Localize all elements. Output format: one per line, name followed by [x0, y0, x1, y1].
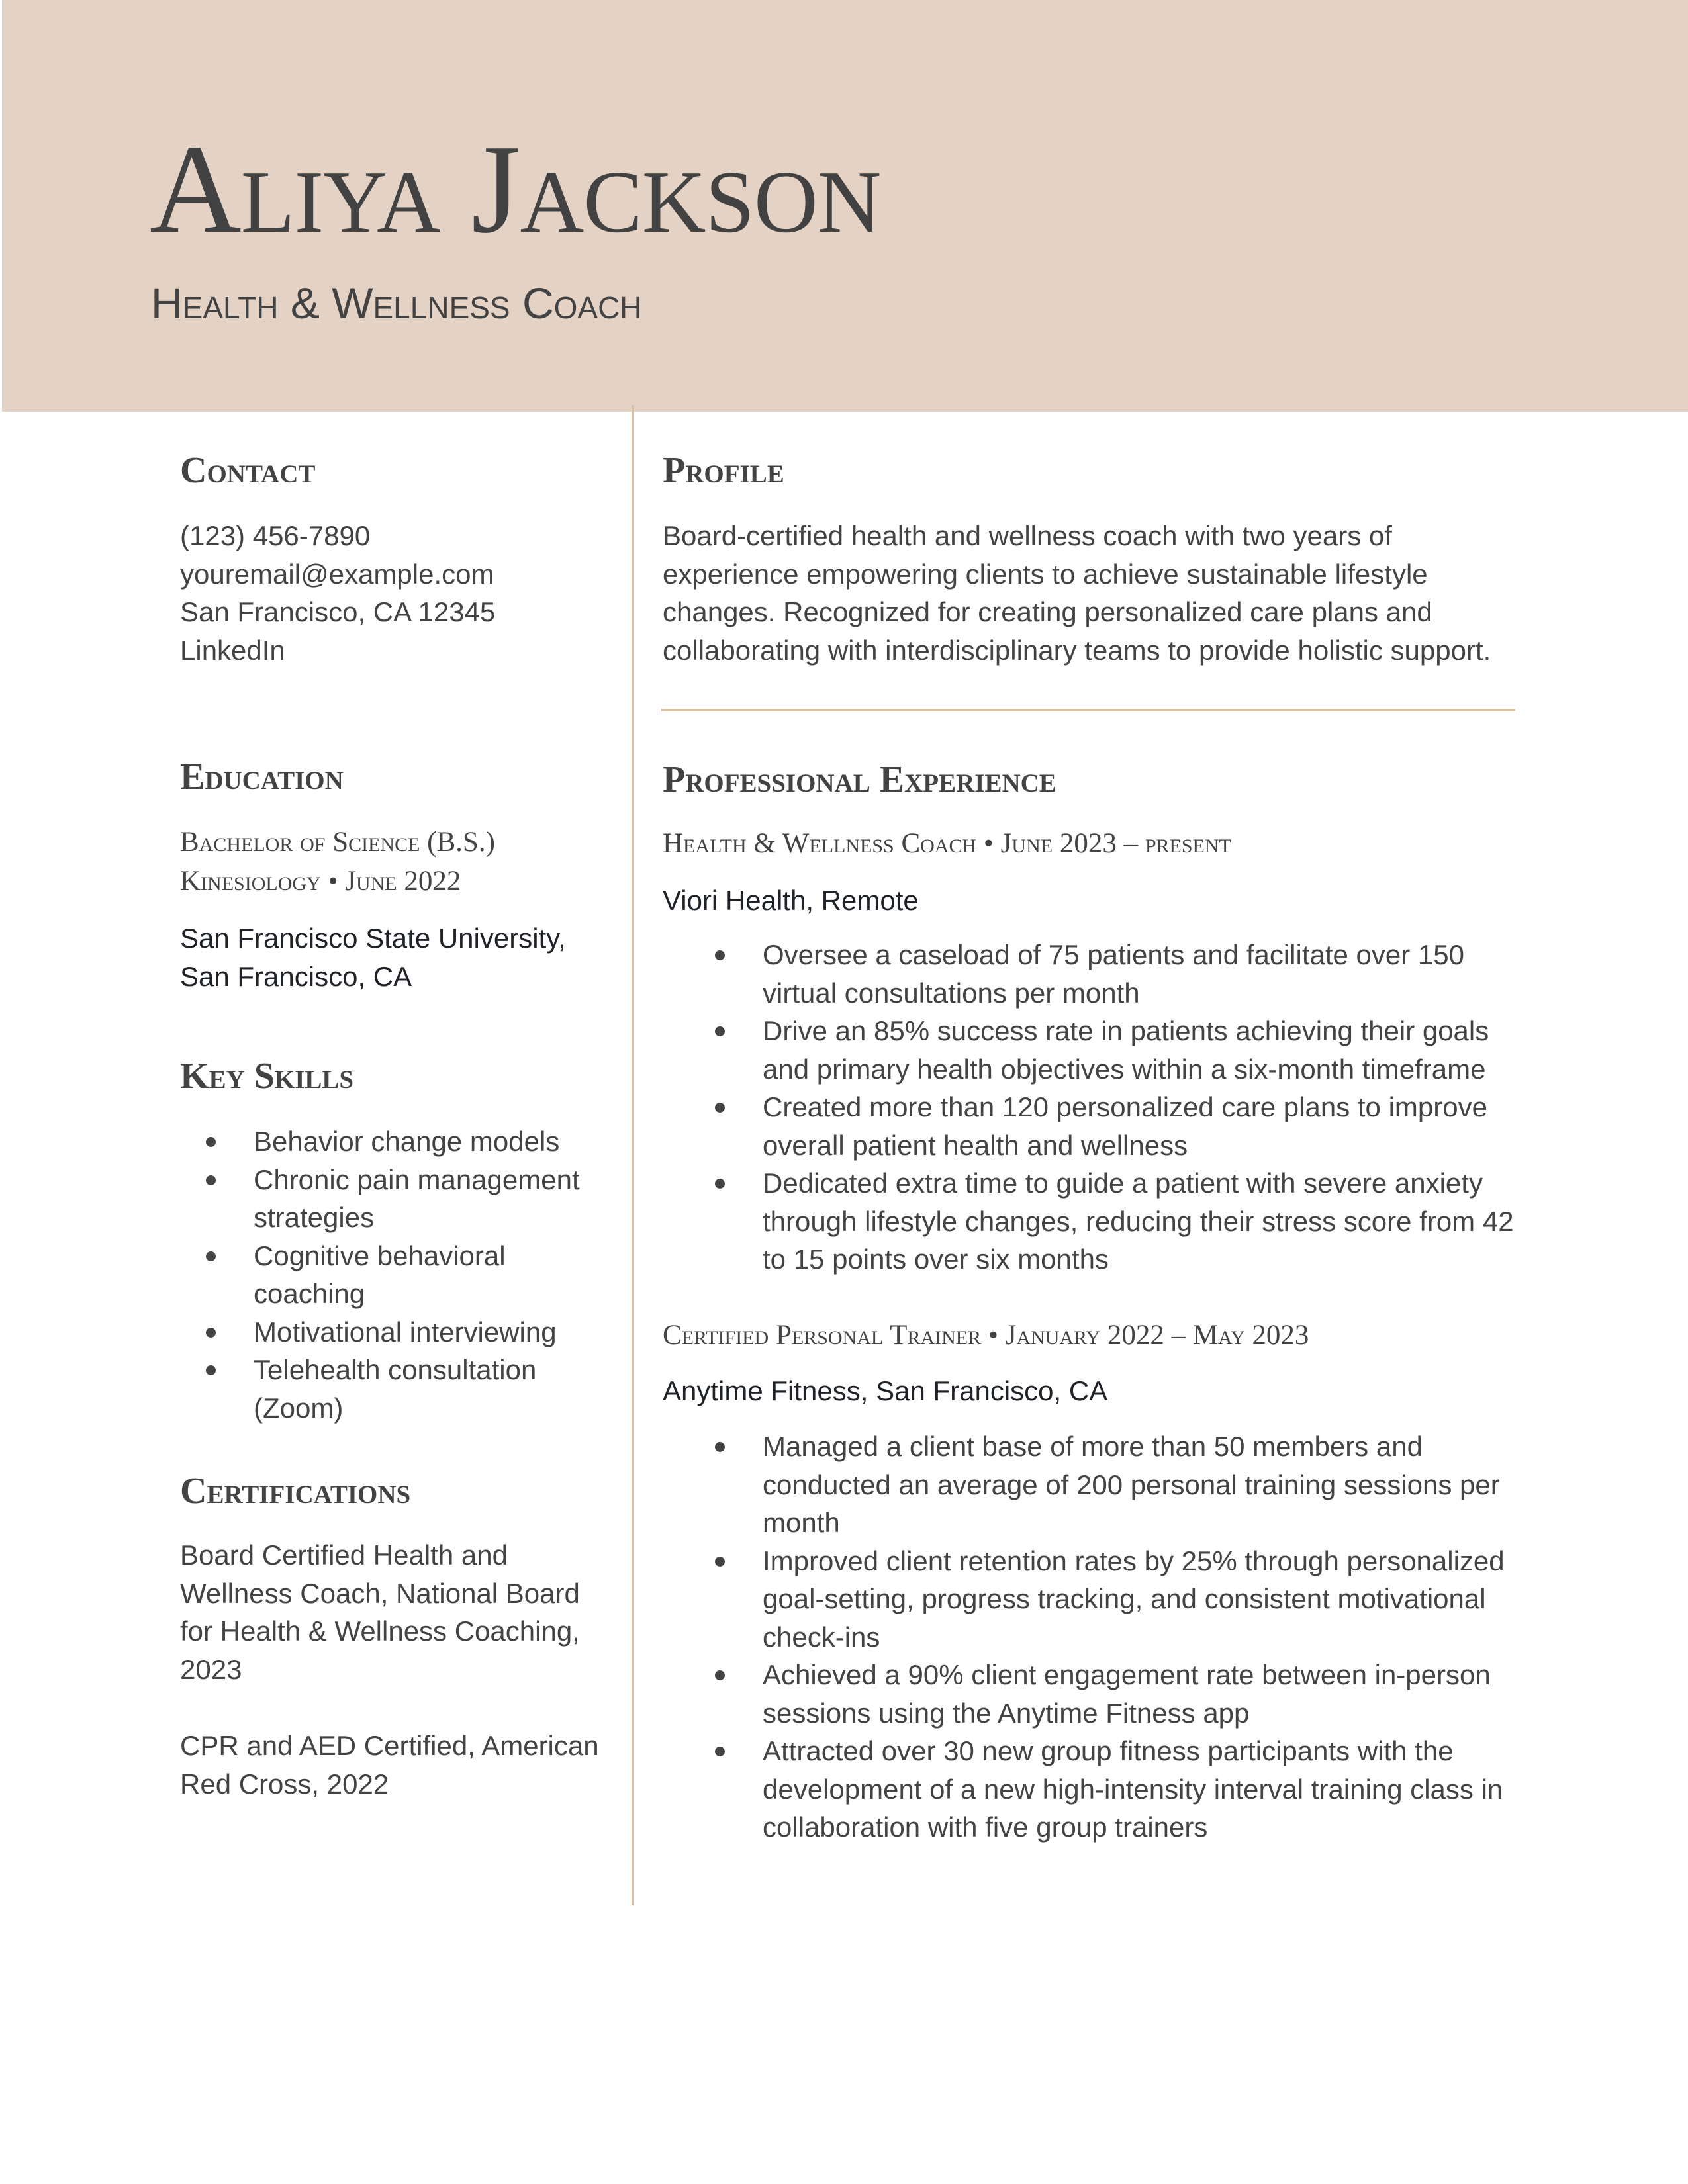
- education-major-date: Kinesiology • June 2022: [180, 866, 461, 897]
- job-bullet: Dedicated extra time to guide a patient with severe anxiety through lifestyle changes, reducing their stress score from 42 to 15 points over six months: [663, 1164, 1523, 1279]
- job-title-line: Health & Wellness Coach • June 2023 – present: [663, 828, 1231, 859]
- skill-item: Cognitive behavioral coaching: [180, 1237, 604, 1313]
- bullet-icon: [206, 1365, 216, 1375]
- job-bullet: Oversee a caseload of 75 patients and facilitate over 150 virtual consultations per month: [663, 936, 1523, 1012]
- bullet-icon: [715, 1179, 725, 1189]
- profile-line: changes. Recognized for creating personalized care plans and: [663, 596, 1432, 627]
- contact-block: [180, 517, 495, 669]
- candidate-name: Aliya Jackson: [150, 118, 881, 259]
- skill-item: Motivational interviewing: [180, 1313, 604, 1351]
- bullet-icon: [715, 1557, 725, 1567]
- job-company: Viori Health, Remote: [663, 885, 919, 916]
- profile-line: collaborating with interdisciplinary teams to provide holistic support.: [663, 634, 1491, 666]
- contact-location: San Francisco, CA 12345: [180, 596, 496, 627]
- job-bullet: Attracted over 30 new group fitness participants with the development of a new high-intensity interval training class in collaboration with five group trainers: [663, 1732, 1523, 1846]
- column-divider: [632, 405, 634, 1905]
- skill-item: Behavior change models: [180, 1122, 604, 1161]
- certification-item: CPR and AED Certified, American Red Cross, 2022: [180, 1730, 599, 1799]
- job-bullet: Created more than 120 personalized care plans to improve overall patient health and wellness: [663, 1088, 1523, 1164]
- bullet-icon: [206, 1137, 216, 1147]
- contact-phone: (123) 456-7890: [180, 520, 371, 551]
- bullet-icon: [715, 1026, 725, 1036]
- profile-line: experience empowering clients to achieve sustainable lifestyle: [663, 558, 1428, 590]
- job-bullets: [663, 936, 1523, 1279]
- job-bullet: Achieved a 90% client engagement rate between in-person sessions using the Anytime Fitness app: [663, 1656, 1523, 1732]
- profile-summary: [663, 517, 1491, 669]
- skills-heading: Key Skills: [180, 1056, 354, 1097]
- experience-heading: Professional Experience: [663, 759, 1056, 800]
- bullet-icon: [206, 1328, 216, 1338]
- bullet-icon: [206, 1251, 216, 1261]
- contact-linkedin[interactable]: LinkedIn: [180, 634, 285, 666]
- skills-list: [180, 1122, 604, 1427]
- education-school-line: San Francisco State University,: [180, 923, 566, 954]
- bullet-icon: [715, 950, 725, 960]
- education-school: [180, 919, 566, 995]
- candidate-title: Health & Wellness Coach: [151, 279, 642, 328]
- certification-item: Board Certified Health and Wellness Coach, National Board for Health & Wellness Coaching, 2023: [180, 1539, 580, 1685]
- contact-email[interactable]: youremail@example.com: [180, 558, 494, 590]
- job-bullet: Drive an 85% success rate in patients achieving their goals and primary health objectives within a six-month timeframe: [663, 1012, 1523, 1088]
- bullet-icon: [715, 1103, 725, 1113]
- profile-heading: Profile: [663, 450, 784, 491]
- job-bullets: [663, 1428, 1523, 1846]
- certifications-heading: Certifications: [180, 1471, 411, 1512]
- bullet-icon: [715, 1442, 725, 1452]
- skill-item: Telehealth consultation (Zoom): [180, 1351, 604, 1427]
- skill-item: Chronic pain management strategies: [180, 1161, 604, 1237]
- education-heading: Education: [180, 756, 344, 797]
- bullet-icon: [715, 1670, 725, 1680]
- job-bullet: Improved client retention rates by 25% through personalized goal-setting, progress tracking, and consistent motivational check-ins: [663, 1542, 1523, 1657]
- bullet-icon: [715, 1747, 725, 1756]
- job-title-line: Certified Personal Trainer • January 2022 – May 2023: [663, 1320, 1309, 1351]
- job-company: Anytime Fitness, San Francisco, CA: [663, 1375, 1108, 1406]
- education-school-line: San Francisco, CA: [180, 960, 412, 992]
- contact-heading: Contact: [180, 450, 316, 491]
- education-degree: Bachelor of Science (B.S.): [180, 827, 495, 858]
- job-bullet: Managed a client base of more than 50 members and conducted an average of 200 personal training sessions per month: [663, 1428, 1523, 1542]
- bullet-icon: [206, 1175, 216, 1185]
- section-divider: [661, 709, 1515, 711]
- profile-line: Board-certified health and wellness coach with two years of: [663, 520, 1392, 551]
